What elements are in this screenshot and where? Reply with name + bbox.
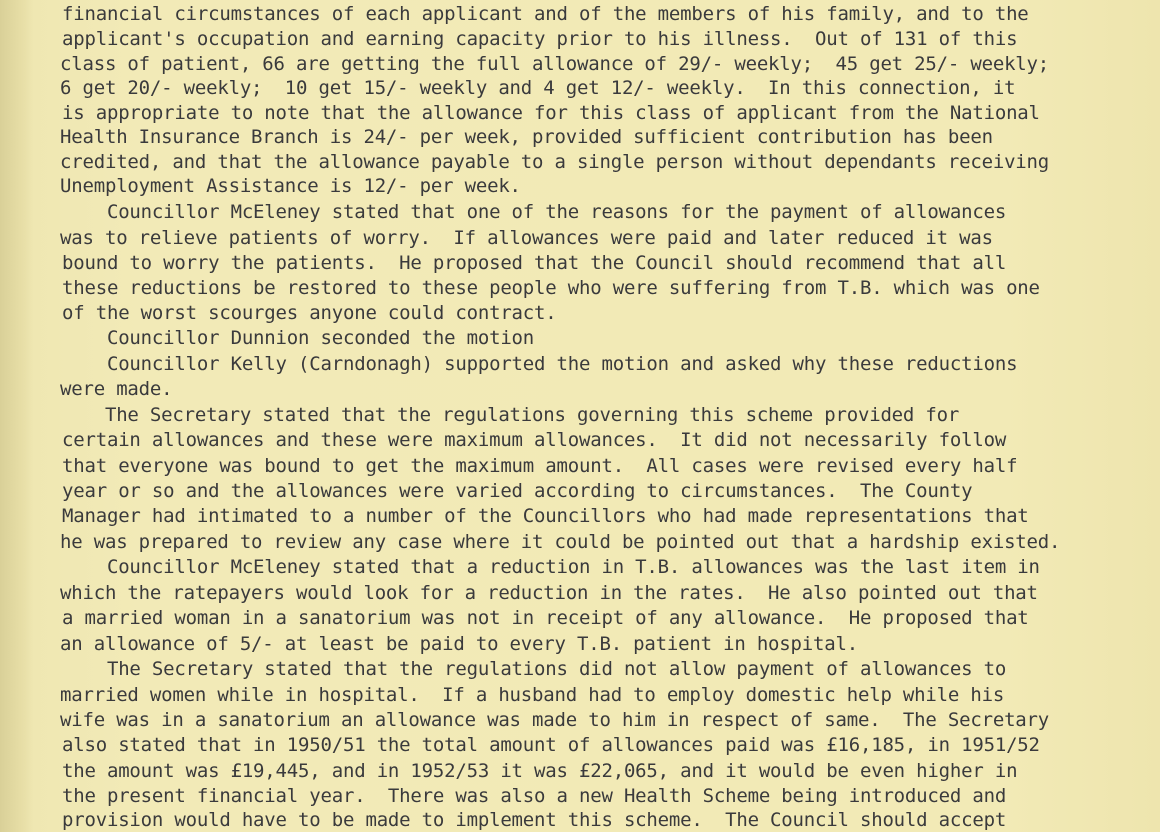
text-line: class of patient, 66 are getting the full allowance of 29/- weekly; 45 get 25/- weekly; xyxy=(60,53,1050,75)
text-line: also stated that in 1950/51 the total amount of allowances paid was £16,185, in 1951/52 xyxy=(62,734,1040,756)
text-line: is appropriate to note that the allowance for this class of applicant from the National xyxy=(62,102,1040,124)
text-line: credited, and that the allowance payable to a single person without dependants receiving xyxy=(60,151,1050,173)
text-line: which the ratepayers would look for a reduction in the rates. He also pointed out that xyxy=(60,582,1038,604)
text-line: provision would have to be made to implement this scheme. The Council should accept xyxy=(62,809,1007,831)
text-line: Manager had intimated to a number of the Councillors who had made representations that xyxy=(62,505,1029,527)
text-line: applicant's occupation and earning capacity prior to his illness. Out of 131 of this xyxy=(62,28,1018,50)
text-line: certain allowances and these were maximum allowances. It did not necessarily follow xyxy=(62,429,1007,451)
text-line: Councillor Kelly (Carndonagh) supported the motion and asked why these reductions xyxy=(62,353,1018,375)
text-line: Unemployment Assistance is 12/- per week. xyxy=(60,175,521,197)
text-line: an allowance of 5/- at least be paid to every T.B. patient in hospital. xyxy=(60,633,858,655)
text-line: Councillor McEleney stated that a reduction in T.B. allowances was the last item in xyxy=(62,556,1040,578)
text-line: were made. xyxy=(60,378,173,400)
text-line: Councillor Dunnion seconded the motion xyxy=(62,327,535,349)
text-line: 6 get 20/- weekly; 10 get 15/- weekly and 4 get 12/- weekly. In this connection, it xyxy=(60,77,1016,99)
text-line: wife was in a sanatorium an allowance was made to him in respect of same. The Secretary xyxy=(60,709,1050,731)
text-line: The Secretary stated that the regulations did not allow payment of allowances to xyxy=(62,658,1007,680)
text-line: married women while in hospital. If a husband had to employ domestic help while his xyxy=(60,684,1005,706)
text-line: was to relieve patients of worry. If allowances were paid and later reduced it was xyxy=(60,227,993,249)
text-line: year or so and the allowances were varied according to circumstances. The County xyxy=(62,480,973,502)
text-line: the present financial year. There was also a new Health Scheme being introduced and xyxy=(62,785,1007,807)
text-line: The Secretary stated that the regulations governing this scheme provided for xyxy=(60,404,960,426)
text-line: financial circumstances of each applicant and of the members of his family, and to the xyxy=(62,3,1029,25)
text-line: that everyone was bound to get the maximum amount. All cases were revised every half xyxy=(62,455,1018,477)
text-line: Health Insurance Branch is 24/- per week, provided sufficient contribution has been xyxy=(60,126,993,148)
text-line: the amount was £19,445, and in 1952/53 it was £22,065, and it would be even higher in xyxy=(62,760,1018,782)
text-line: these reductions be restored to these people who were suffering from T.B. which was one xyxy=(62,277,1040,299)
text-line: he was prepared to review any case where it could be pointed out that a hardship existed. xyxy=(60,531,1061,553)
text-line: of the worst scourges anyone could contract. xyxy=(62,302,557,324)
text-line: Councillor McEleney stated that one of the reasons for the payment of allowances xyxy=(62,201,1007,223)
text-line: a married woman in a sanatorium was not in receipt of any allowance. He proposed that xyxy=(62,607,1029,629)
text-line: bound to worry the patients. He proposed that the Council should recommend that all xyxy=(62,252,1007,274)
